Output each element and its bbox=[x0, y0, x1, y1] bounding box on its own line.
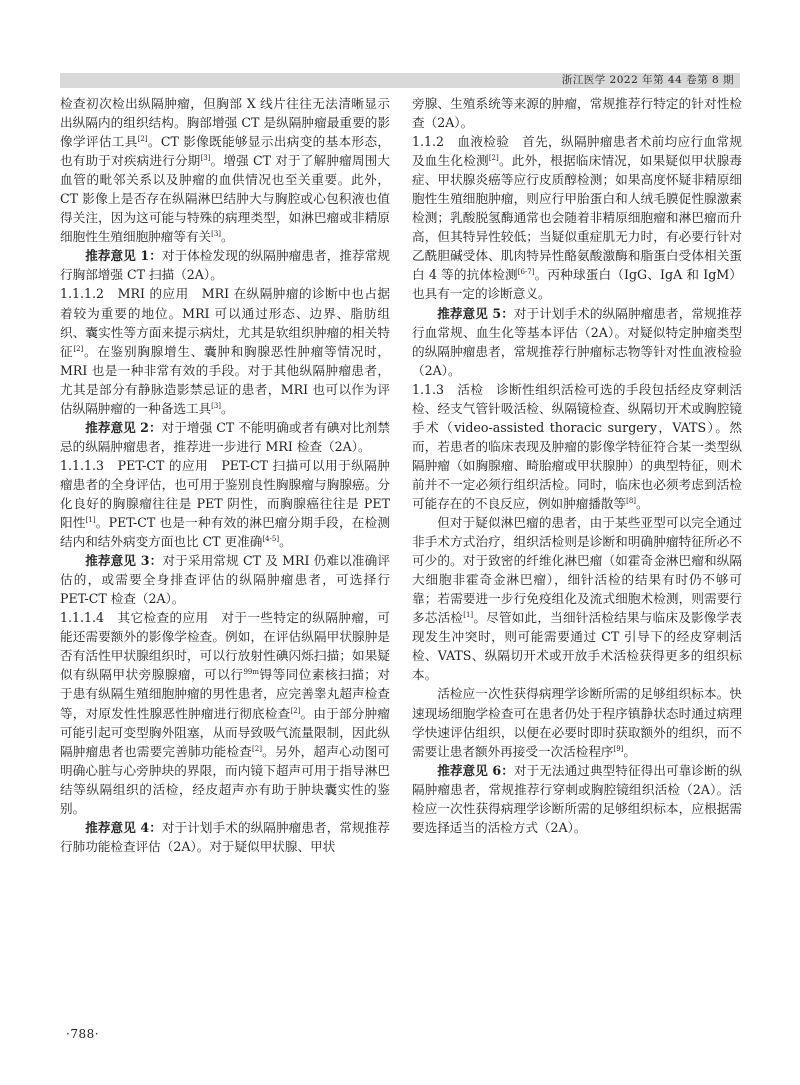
citation: [6-7] bbox=[517, 268, 535, 277]
section-1-1-2-blood-tests: 1.1.2 血液检验 首先，纵隔肿瘤患者术前均应行血常规及血生化检测[2]。此外，根据临床情况，如果疑似甲状腺毒症、甲状腺炎癌等应行皮质醇检测；如果高度怀疑非精原细胞性生殖细胞肿瘤，则应行甲胎蛋白和人绒毛膜促性腺激素检测；乳酸脱氢酶通常也会随着非精原细胞瘤和淋巴瘤而升高，但其特异性较低；当疑似重症肌无力时，有必要行针对乙酰胆碱受体、肌肉特异性酪氨酸激酶和脂蛋白受体相关蛋白 4 等的抗体检测[6-7]。丙种球蛋白（IgG、IgA 和 IgM）也具有一定的诊断意义。 bbox=[412, 134, 743, 302]
section-1-1-1-2-mri: 1.1.1.2 MRI 的应用 MRI 在纵隔肿瘤的诊断中也占据着较为重要的地位。MRI 可以通过形态、边界、脂肪组织、囊实性等方面来提示病灶，尤其是软组织肿瘤的相关特征[2]。在鉴别胸腺增生、囊肿和胸腺恶性肿瘤等情况时，MRI 也是一种非常有效的手段。对于其他纵隔肿瘤患者，尤其是部分有静脉造影禁忌证的患者，MRI 也可以作为评估纵隔肿瘤的一种备选工具[3]。 bbox=[60, 286, 391, 416]
citation: [2] bbox=[290, 706, 301, 715]
recommendation-2: 推荐意见 2：对于增强 CT 不能明确或者有碘对比剂禁忌的纵隔肿瘤患者，推荐进一步进行 MRI 检查（2A）。 bbox=[60, 419, 390, 454]
page-number: ·788· bbox=[66, 1027, 100, 1041]
citation: [2] bbox=[252, 744, 262, 753]
recommendation-3: 推荐意见 3：对于采用常规 CT 及 MRI 仍难以准确评估的，或需要全身排查评估的纵隔肿瘤患者，可选择行 PET-CT 检查（2A）。 bbox=[60, 553, 390, 607]
paragraph-ct-intro: 检查初次检出纵隔肿瘤，但胸部 X 线片往往无法清晰显示出纵隔内的组织结构。胸部增强 CT 是纵隔肿瘤最重要的影像学评估工具[2]。CT 影像既能够显示出病变的基本形态，也有助于对疾病进行分期[3]。增强 CT 对于了解肿瘤周围大血管的毗邻关系以及肿瘤的血供情况也至关重要。此外，CT 影像上是否存在纵隔淋巴结肿大与胸腔或心包积液也值得关注，因为这可能与特殊的病理类型，如淋巴瘤或非精原细胞性生殖细胞肿瘤等有关[3]。 bbox=[60, 96, 391, 245]
citation: [2] bbox=[488, 153, 499, 162]
section-1-1-3-biopsy: 1.1.3 活检 诊断性组织活检可选的手段包括经皮穿刺活检、经支气管针吸活检、纵隔镜检查、纵隔切开术或胸腔镜手术（video-assisted thoracic surgery，VATS）。然而，若患者的临床表现及肿瘤的影像学特征符合某一类型纵隔肿瘤（如胸腺瘤、畸胎瘤或甲状腺肿）的典型特征，则术前并不一定必须行组织活检。同时，临床也必须考虑到活检可能存在的不良反应，例如肿瘤播散等[8]。 bbox=[412, 381, 742, 511]
journal-info: 浙江医学 2022 年第 44 卷第 8 期 bbox=[561, 74, 734, 86]
citation: [9] bbox=[613, 744, 624, 753]
journal-header-bar bbox=[60, 73, 740, 88]
paragraph-rose: 活检应一次性获得病理学诊断所需的足够组织标本。快速现场细胞学检查可在患者仍处于程序镇静状态时通过病理学快速评估组织，以便在必要时即时获取额外的组织，而不需要让患者额外再接受一次活检程序[9]。 bbox=[412, 686, 742, 759]
paragraph-lymphoma-biopsy: 但对于疑似淋巴瘤的患者，由于某些亚型可以完全通过非手术方式治疗，组织活检则是诊断和明确肿瘤特征所必不可少的。对于致密的纤维化淋巴瘤（如霍奇金淋巴瘤和纵隔大细胞非霍奇金淋巴瘤），细针活检的结果有时仍不够可靠；若需要进一步行免疫组化及流式细胞术检测，则需要行多芯活检[1]。尽管如此，当细针活检结果与临床及影像学表现发生冲突时，则可能需要通过 CT 引导下的经皮穿刺活检、VATS、纵隔切开术或开放手术活检获得更多的组织标本。 bbox=[412, 515, 743, 683]
recommendation-5: 推荐意见 5：对于计划手术的纵隔肿瘤患者，常规推荐行血常规、血生化等基本评估（2A）。对疑似特定肿瘤类型的纵隔肿瘤患者，常规推荐行肿瘤标志物等针对性血液检验（2A）。 bbox=[412, 305, 742, 378]
isotope-superscript: 99m bbox=[243, 668, 259, 677]
citation: [3] bbox=[211, 230, 222, 239]
citation: [8] bbox=[626, 496, 637, 505]
citation: [1] bbox=[85, 515, 96, 524]
citation: [2] bbox=[137, 134, 148, 143]
recommendation-6: 推荐意见 6：对于无法通过典型特征得出可靠诊断的纵隔肿瘤患者，常规推荐行穿刺或胸腔镜组织活检（2A）。活检应一次性获得病理学诊断所需的足够组织标本，应根据需要选择适当的活检方式（2A）。 bbox=[412, 762, 742, 835]
paragraph-continuation: 旁腺、生殖系统等来源的肿瘤，常规推荐行特定的针对性检查（2A）。 bbox=[412, 96, 742, 131]
recommendation-4: 推荐意见 4：对于计划手术的纵隔肿瘤患者，常规推荐行肺功能检查评估（2A）。对于疑似甲状腺、甲状 bbox=[60, 819, 390, 854]
citation: [2] bbox=[73, 344, 84, 353]
citation: [3] bbox=[211, 401, 222, 410]
section-1-1-1-4-other: 1.1.1.4 其它检查的应用 对于一些特定的纵隔肿瘤，可能还需要额外的影像学检查。例如，在评估纵隔甲状腺肿是否有活性甲状腺组织时，可以行放射性碘闪烁扫描；如果疑似有纵隔甲状旁腺腺瘤，可以行$^{99m}$锝等同位素核扫描；对于患有纵隔生殖细胞肿瘤的男性患者，应完善睾丸超声检查等，对原发性性腺恶性肿瘤进行彻底检查[2]。由于部分肿瘤可能引起可变型胸外阻塞，从而导致吸气流量限制，因此纵隔肿瘤患者也需要完善肺功能检查[2]。另外，超声心动图可明确心脏与心旁肿块的界限，而内镜下超声可用于指导淋巴结等纵隔组织的活检，经皮超声亦有助于肿块囊实性的鉴别。 bbox=[60, 610, 391, 816]
section-1-1-1-3-pet-ct: 1.1.1.3 PET-CT 的应用 PET-CT 扫描可以用于纵隔肿瘤患者的全身评估，也可用于鉴别良性胸腺瘤与胸腺癌。分化良好的胸腺瘤往往是 PET 阴性，而胸腺癌往往是 PET 阳性[1]。PET-CT 也是一种有效的淋巴瘤分期手段，在检测结内和结外病变方面也比 CT 更准确[4-5]。 bbox=[60, 457, 390, 550]
left-column bbox=[60, 94, 390, 856]
right-column bbox=[412, 94, 742, 837]
citation: [1] bbox=[463, 611, 474, 620]
recommendation-1: 推荐意见 1：对于体检发现的纵隔肿瘤患者，推荐常规行胸部增强 CT 扫描（2A）。 bbox=[60, 248, 390, 283]
citation: [3] bbox=[200, 153, 211, 162]
citation: [4-5] bbox=[262, 534, 280, 543]
